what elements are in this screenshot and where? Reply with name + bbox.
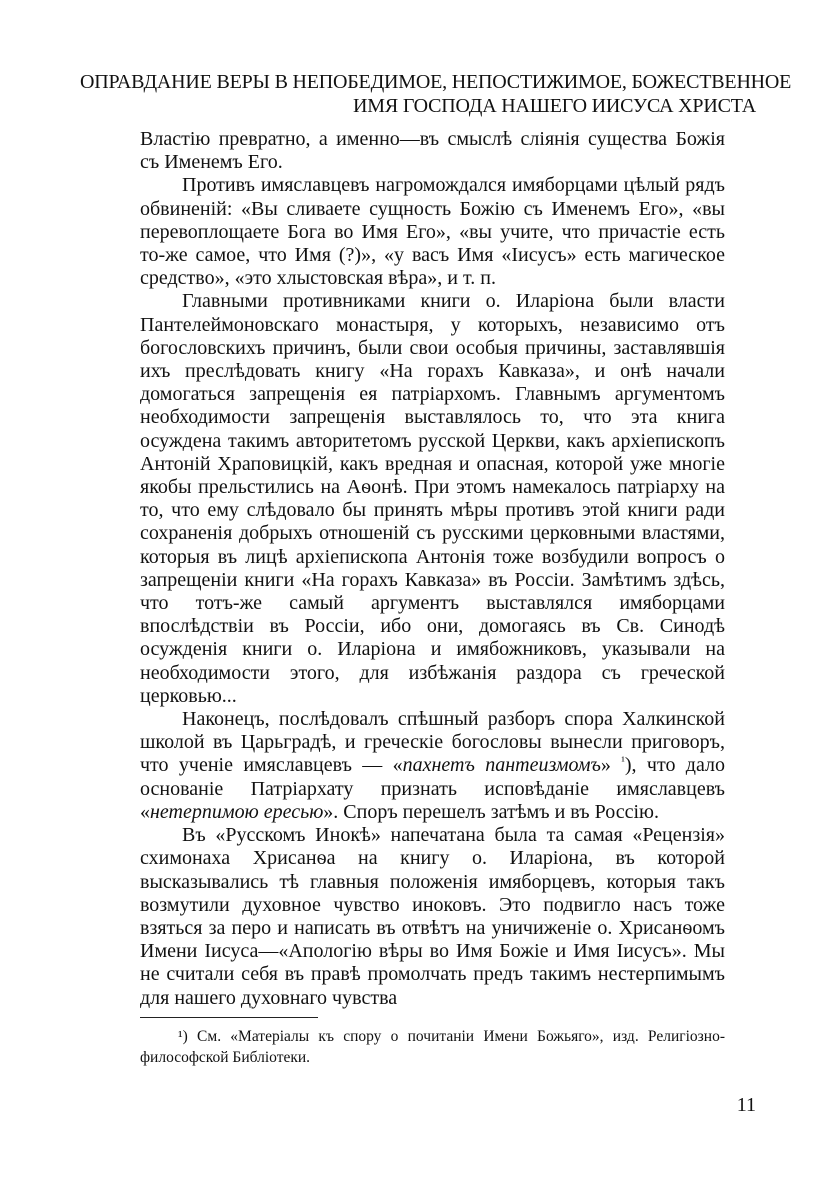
footnote-reference[interactable]: ¹: [621, 754, 625, 769]
paragraph-4-text-c: ), что дало основаніе Патріархату признать исповѣданіе имяславцевъ «: [140, 754, 726, 823]
paragraph-4-text-d: ». Споръ перешелъ затѣмъ и въ Россію.: [323, 800, 659, 823]
footnote-divider: [140, 1017, 318, 1018]
paragraph-4-text-a: Наконецъ, послѣдовалъ спѣшный разборъ спора Халкинской школой въ Царьградѣ, и греческіе богословы вынесли приговоръ, что ученіе имяславцевъ — «: [140, 708, 725, 777]
footnote-text: См. «Матеріалы къ спору о почитаніи Имени Божьяго», изд. Религіозно-философской Библіотеки.: [140, 1028, 725, 1066]
paragraph-4-text-b: »: [600, 754, 622, 777]
page-number: 11: [736, 1094, 756, 1116]
running-head-line-1: ОПРАВДАНИЕ ВЕРЫ В НЕПОБЕДИМОЕ, НЕПОСТИЖИМОЕ, БОЖЕСТВЕННОЕ: [80, 71, 792, 93]
running-head-line-2: ИМЯ ГОСПОДА НАШЕГО ИИСУСА ХРИСТА: [353, 95, 756, 117]
paragraph-5: Въ «Русскомъ Инокѣ» напечатана была та самая «Рецензія» схимонаха Хрисанѳа на книгу о. Иларіона, въ которой высказывались тѣ главныя положенія имяборцевъ, которыя такъ возмутили духовное чувство иноковъ. Это подвигло насъ тоже взяться за перо и написать въ отвѣтъ на уничиженіе о. Хрисанѳомъ Имени Іисуса—«Апологію вѣры во Имя Божіе и Имя Іисусъ». Мы не считали себя въ правѣ промолчать предъ такимъ нестерпимымъ для нашего духовнаго чувства: [140, 824, 725, 1009]
paragraph-4: [140, 708, 725, 824]
paragraph-2: Противъ имяславцевъ нагромождался имяборцами цѣлый рядъ обвиненій: «Вы сливаете сущность Божію съ Именемъ Его», «вы перевоплощаете Бога во Имя Его», «вы учите, что причастіе есть то-же самое, что Имя (?)», «у васъ Имя «Іисусъ» есть магическое средство», «это хлыстовская вѣра», и т. п.: [140, 174, 725, 290]
paragraph-4-italic-quote-2: нетерпимою ересью: [150, 800, 324, 823]
running-head: [80, 70, 792, 118]
paragraph-1: Властію превратно, а именно—въ смыслѣ сліянія существа Божія съ Именемъ Его.: [140, 128, 725, 174]
footnote: [140, 1026, 725, 1068]
footnote-mark: ¹): [178, 1028, 188, 1045]
paragraph-3: Главными противниками книги о. Иларіона были власти Пантелеймоновскаго монастыря, у которыхъ, независимо отъ богословскихъ причинъ, были свои особыя причины, заставлявшія ихъ преслѣдовать книгу «На горахъ Кавказа», и онѣ начали домогаться запрещенія ея патріархомъ. Главнымъ аргументомъ необходимости запрещенія выставлялось то, что эта книга осуждена такимъ авторитетомъ русской Церкви, какъ архіепископъ Антоній Храповицкій, какъ вредная и опасная, которой уже многіе якобы прельстились на Аѳонѣ. При этомъ намекалось патріарху на то, что ему слѣдовало бы принять мѣры противъ этой книги ради сохраненія добрыхъ отношеній съ русскими церковными властями, которыя въ лицѣ архіепископа Антонія тоже возбудили вопросъ о запрещеніи книги «На горахъ Кавказа» въ Россіи. Замѣтимъ здѣсь, что тотъ-же самый аргументъ выставлялся имяборцами впослѣдствіи въ Россіи, ибо они, домогаясь въ Св. Синодѣ осужденія книги о. Иларіона и имябожниковъ, указывали на необходимости этого, для избѣжанія раздора съ греческой церковью...: [140, 290, 725, 707]
main-text: [140, 128, 725, 1010]
paragraph-4-italic-quote-1: пахнетъ пантеизмомъ: [402, 754, 601, 777]
